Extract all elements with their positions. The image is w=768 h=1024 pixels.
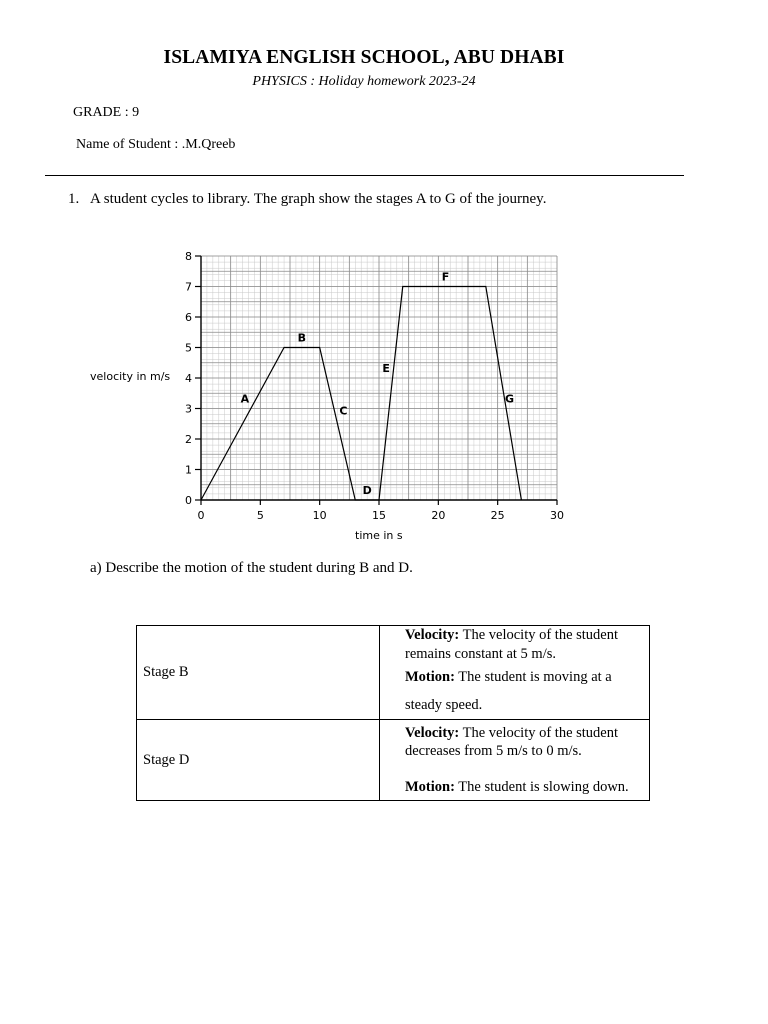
description-cell: [380, 626, 650, 720]
table-row: [137, 720, 650, 801]
stage-label: D: [362, 483, 372, 497]
stage-label: A: [240, 392, 250, 406]
table-row: [137, 626, 650, 720]
y-tick-label: 3: [185, 402, 192, 416]
question-text: A student cycles to library. The graph show the stages A to G of the journey.: [90, 191, 547, 207]
y-tick-label: 5: [185, 341, 192, 355]
stage-cell: Stage D: [137, 720, 380, 801]
school-title: ISLAMIYA ENGLISH SCHOOL, ABU DHABI: [163, 47, 565, 68]
motion-label: Motion:: [405, 778, 455, 795]
stage-label: C: [339, 404, 348, 418]
x-tick-label: 20: [431, 509, 446, 522]
y-tick-label: 6: [185, 311, 192, 324]
velocity-text: The velocity of the student decreases from 5 m/s to 0 m/s.: [405, 724, 619, 760]
x-tick-label: 5: [256, 509, 264, 522]
y-tick-label: 4: [185, 372, 192, 385]
y-tick-label: 8: [185, 250, 192, 263]
stage-label: E: [382, 361, 390, 375]
motion-label: Motion:: [405, 669, 455, 685]
student-name: Name of Student : .M.Qreeb: [76, 137, 236, 152]
answer-table: [136, 625, 650, 801]
x-axis-label: time in s: [355, 529, 403, 542]
y-axis-label: velocity in m/s: [90, 370, 171, 383]
y-tick-label: 1: [185, 463, 192, 477]
motion-text: The student is moving at a steady speed.: [405, 669, 612, 713]
y-tick-label: 2: [185, 433, 192, 446]
x-tick-label: 15: [372, 509, 386, 522]
x-tick-label: 30: [550, 509, 564, 522]
velocity-label: Velocity:: [405, 724, 460, 741]
question-number: 1.: [68, 191, 80, 207]
homework-subtitle: PHYSICS : Holiday homework 2023-24: [252, 74, 476, 89]
motion-text: The student is slowing down.: [454, 778, 629, 795]
stage-cell: Stage B: [137, 626, 380, 720]
stage-label: G: [505, 392, 515, 406]
x-tick-label: 25: [490, 509, 505, 522]
y-tick-label: 7: [185, 280, 192, 294]
stage-label: F: [441, 270, 450, 284]
question-part-a: a) Describe the motion of the student during B and D.: [90, 560, 413, 576]
stage-label: B: [297, 331, 307, 345]
y-tick-label: 0: [185, 494, 192, 507]
velocity-text: The velocity of the student remains constant at 5 m/s.: [405, 627, 619, 662]
grade-label: GRADE : 9: [73, 105, 140, 120]
velocity-label: Velocity:: [405, 627, 460, 643]
description-cell: [380, 720, 650, 801]
x-tick-label: 10: [312, 509, 327, 522]
x-tick-label: 0: [197, 509, 205, 522]
